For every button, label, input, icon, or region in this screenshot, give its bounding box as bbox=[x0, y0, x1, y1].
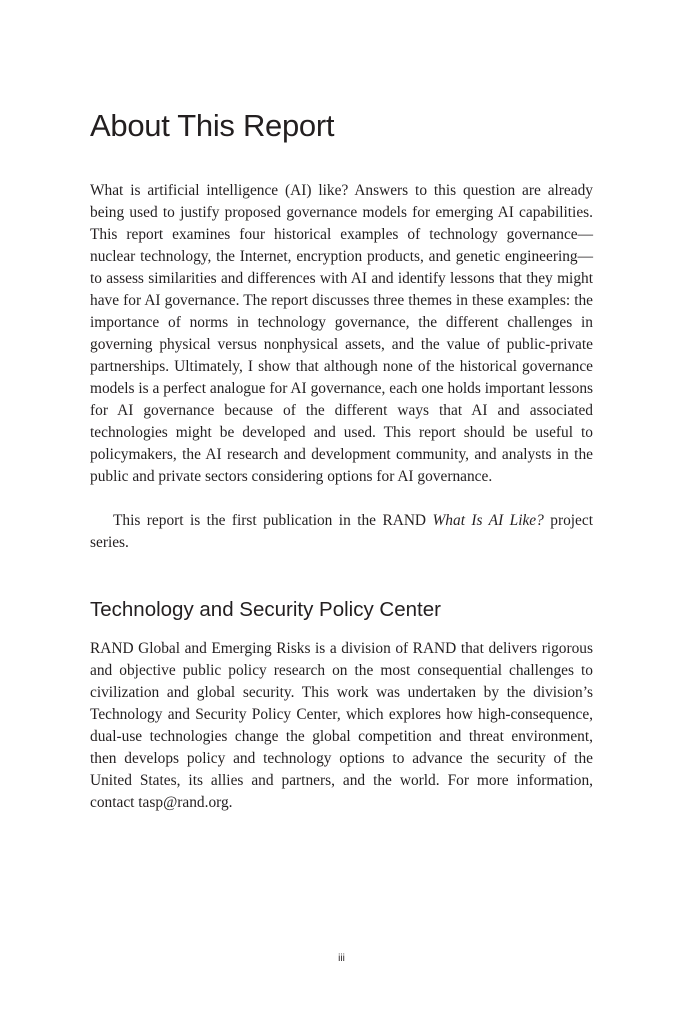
series-paragraph bbox=[90, 510, 593, 554]
intro-paragraph: What is artificial intelligence (AI) like? Answers to this question are already being used to justify proposed governance models for emerging AI capabilities. This report examines four historical examples of technology governance—nuclear technology, the Internet, encryption products, and genetic engineering—to assess similarities and differences with AI and identify lessons that they might have for AI governance. The report discusses three themes in these examples: the importance of norms in technology governance, the different challenges in governing physical versus nonphysical assets, and the value of public-private partnerships. Ultimately, I show that although none of the historical governance models is a perfect analogue for AI governance, each one holds important lessons for AI governance because of the different ways that AI and associated technologies might be developed and used. This report should be useful to policymakers, the AI research and development community, and analysts in the public and private sectors considering options for AI governance. bbox=[90, 182, 593, 485]
page-number: iii bbox=[338, 953, 345, 964]
series-text-before: This report is the first publication in the RAND bbox=[113, 512, 433, 529]
section-heading: Technology and Security Policy Center bbox=[90, 598, 441, 621]
center-paragraph: RAND Global and Emerging Risks is a division of RAND that delivers rigorous and objective public policy research on the most consequential challenges to civilization and global security. This work was undertaken by the division’s Technology and Security Policy Center, which explores how high-consequence, dual-use technologies change the global competition and threat environment, then develops policy and technology options to advance the security of the United States, its allies and partners, and the world. For more information, contact tasp@rand.org. bbox=[90, 640, 593, 811]
page-title: About This Report bbox=[90, 108, 335, 143]
series-text-after: project series. bbox=[90, 512, 593, 551]
series-title-italic: What Is AI Like? bbox=[432, 512, 544, 529]
